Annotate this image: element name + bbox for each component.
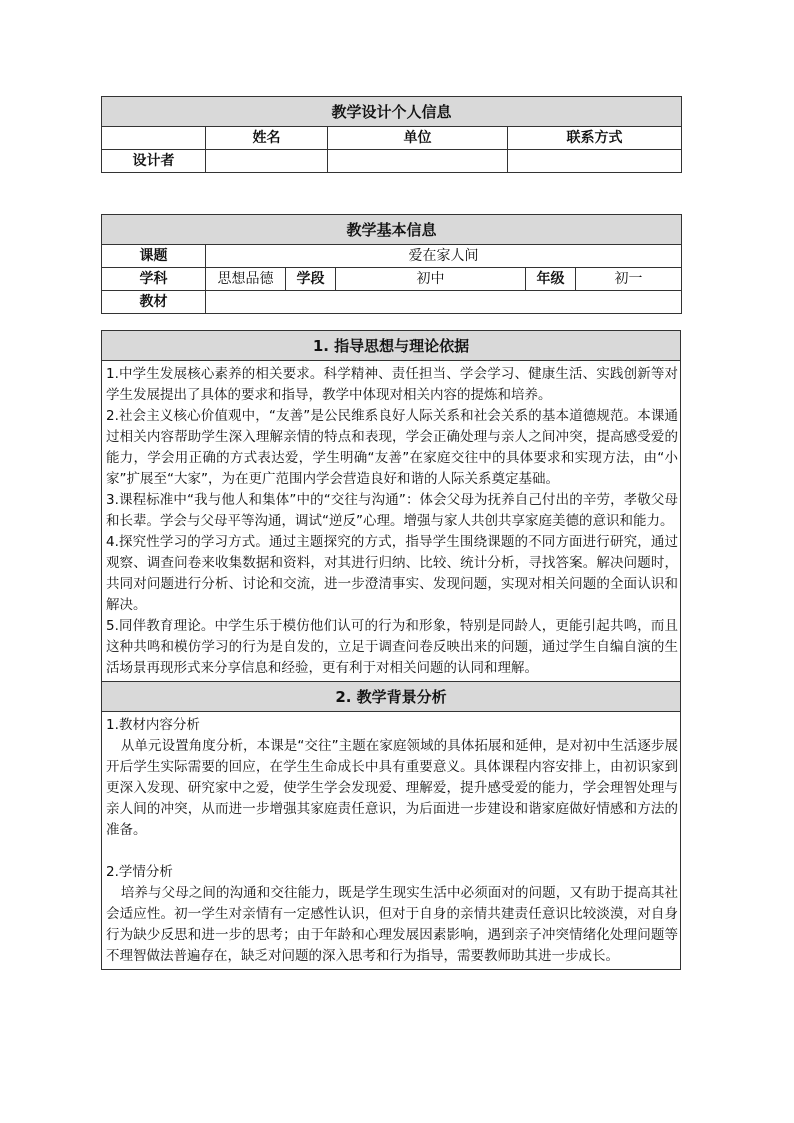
stage-value: 初中 — [336, 268, 526, 291]
student-analysis-text: 培养与父母之间的沟通和交往能力，既是学生现实生活中必须面对的问题，又有助于提高其社会适应性。初一学生对亲情有一定感性认识，但对于自身的亲情共建责任意识比较淡漠，对自身行为缺少反思和进一步的思考；由于年龄和心理发展因素影响，遇到亲子冲突情绪化处理问题等不理智做法普遍存在，缺乏对问题的深入思考和行为指导，需要教师助其进一步成长。 — [106, 885, 678, 964]
designer-label: 设计者 — [102, 150, 206, 173]
designer-name-cell — [206, 150, 328, 173]
stage-label: 学段 — [286, 268, 336, 291]
grade-label: 年级 — [526, 268, 576, 291]
subject-label: 学科 — [102, 268, 206, 291]
basic-info-title: 教学基本信息 — [102, 215, 682, 245]
section1-paragraph: 2.社会主义核心价值观中，“友善”是公民维系良好人际关系和社会关系的基本道德规范。本课通过相关内容帮助学生深入理解亲情的特点和表现，学会正确处理与亲人之间冲突，提高感受爱的能力，学会用正确的方式表达爱，学生明确“友善”在家庭交往中的具体要求和实现方法，由“小家”扩展至“大家”，为在更广范围内学会营造良好和谐的人际关系奠定基础。 — [106, 408, 678, 487]
section2-body — [102, 712, 681, 970]
textbook-label: 教材 — [102, 291, 206, 314]
grade-value: 初一 — [576, 268, 682, 291]
topic-value: 爱在家人间 — [206, 245, 682, 268]
section1-paragraph: 5.同伴教育理论。中学生乐于模仿他们认可的行为和形象，特别是同龄人，更能引起共鸣，而且这种共鸣和模仿学习的行为是自发的，立足于调查问卷反映出来的问题，通过学生自编自演的生活场景再现形式来分享信息和经验，更有利于对相关问题的认同和理解。 — [106, 618, 678, 676]
contact-header: 联系方式 — [508, 127, 682, 150]
empty-corner-cell — [102, 127, 206, 150]
personal-info-table — [101, 96, 682, 173]
content-table — [101, 330, 681, 970]
unit-header: 单位 — [328, 127, 508, 150]
paragraph-spacer — [106, 841, 678, 862]
section1-title: 1. 指导思想与理论依据 — [102, 331, 681, 361]
section2-title: 2. 教学背景分析 — [102, 682, 681, 712]
topic-label: 课题 — [102, 245, 206, 268]
designer-contact-cell — [508, 150, 682, 173]
basic-info-table — [101, 214, 682, 314]
name-header: 姓名 — [206, 127, 328, 150]
personal-info-title: 教学设计个人信息 — [102, 97, 682, 127]
textbook-analysis-title: 1.教材内容分析 — [106, 717, 200, 733]
designer-unit-cell — [328, 150, 508, 173]
student-analysis-title: 2.学情分析 — [106, 864, 173, 880]
section1-paragraph: 1.中学生发展核心素养的相关要求。科学精神、责任担当、学会学习、健康生活、实践创新等对学生发展提出了具体的要求和指导，教学中体现对相关内容的提炼和培养。 — [106, 366, 678, 403]
textbook-analysis-text: 从单元设置角度分析，本课是“交往”主题在家庭领域的具体拓展和延伸，是对初中生活逐步展开后学生实际需要的回应，在学生生命成长中具有重要意义。具体课程内容安排上，由初识家到更深入发现、研究家中之爱，使学生学会发现爱、理解爱，提升感受爱的能力，学会理智处理与亲人间的冲突，从而进一步增强其家庭责任意识，为后面进一步建设和谐家庭做好情感和方法的准备。 — [106, 738, 678, 838]
section1-paragraph: 3.课程标准中“我与他人和集体”中的“交往与沟通”：体会父母为抚养自己付出的辛劳，孝敬父母和长辈。学会与父母平等沟通，调试“逆反”心理。增强与家人共创共享家庭美德的意识和能力。 — [106, 492, 678, 529]
section1-body — [102, 361, 681, 682]
section1-paragraph: 4.探究性学习的学习方式。通过主题探究的方式，指导学生围绕课题的不同方面进行研究，通过观察、调查问卷来收集数据和资料，对其进行归纳、比较、统计分析，寻找答案。解决问题时，共同对问题进行分析、讨论和交流，进一步澄清事实、发现问题，实现对相关问题的全面认识和解决。 — [106, 534, 678, 613]
textbook-value — [206, 291, 682, 314]
subject-value: 思想品德 — [206, 268, 286, 291]
